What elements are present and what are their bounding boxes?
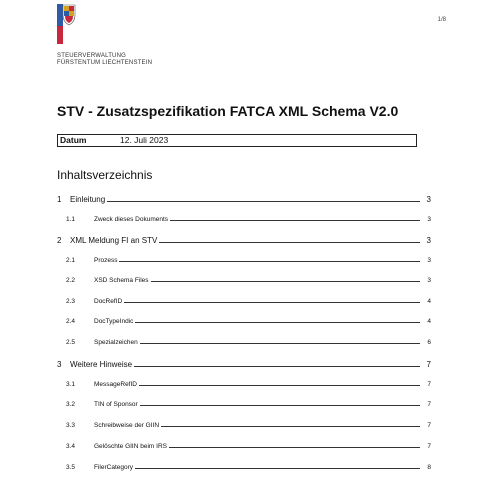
toc-entry-page: 3 xyxy=(426,195,431,204)
toc-leader-line xyxy=(135,467,420,469)
toc-entry-number: 2.2 xyxy=(66,277,76,284)
toc-entry-title: FilerCategory xyxy=(94,464,134,471)
agency-line-2: FÜRSTENTUM LIECHTENSTEIN xyxy=(57,60,153,66)
toc-entry[interactable] xyxy=(57,360,431,369)
toc-entry-number: 2.4 xyxy=(66,318,76,325)
toc-leader-line xyxy=(161,425,420,427)
page-indicator: 1/8 xyxy=(437,17,446,23)
toc-entry-title: Gelöschte GIIN beim IRS xyxy=(94,443,167,450)
toc-entry-title: Spezialzeichen xyxy=(94,339,138,346)
toc-entry-page: 3 xyxy=(427,277,431,284)
toc-entry-number: 2.5 xyxy=(66,339,76,346)
toc-leader-line xyxy=(134,365,420,367)
toc-entry[interactable] xyxy=(57,422,431,429)
toc-entry-page: 4 xyxy=(427,298,431,305)
crest-icon xyxy=(62,4,76,26)
toc-entry-number: 2.1 xyxy=(66,257,76,264)
toc-entry[interactable] xyxy=(57,298,431,305)
toc-entry-title: DocTypeIndic xyxy=(94,318,134,325)
toc-entry-title: Einleitung xyxy=(70,195,106,204)
toc-entry-page: 7 xyxy=(426,360,431,369)
toc-entry-page: 3 xyxy=(426,236,431,245)
toc-entry[interactable] xyxy=(57,464,431,471)
toc-entry-title: Schreibweise der GIIN xyxy=(94,422,160,429)
toc-leader-line xyxy=(140,404,420,406)
toc-entry-number: 1 xyxy=(57,195,62,204)
toc-entry[interactable] xyxy=(57,443,431,450)
toc-entry-number: 3.2 xyxy=(66,401,76,408)
toc-leader-line xyxy=(170,219,420,221)
toc-entry-page: 7 xyxy=(427,422,431,429)
toc-entry[interactable] xyxy=(57,277,431,284)
toc-leader-line xyxy=(159,241,420,243)
toc-entry[interactable] xyxy=(57,381,431,388)
toc-entry-number: 3.5 xyxy=(66,464,76,471)
toc-entry-title: Weitere Hinweise xyxy=(70,360,133,369)
toc-entry-page: 3 xyxy=(427,216,431,223)
toc-entry-number: 1.1 xyxy=(66,216,76,223)
toc-entry-page: 8 xyxy=(427,464,431,471)
date-box xyxy=(57,134,417,147)
toc-entry-title: XML Meldung FI an STV xyxy=(70,236,158,245)
document-title: STV - Zusatzspezifikation FATCA XML Schema V2.0 xyxy=(57,103,399,119)
toc-leader-line xyxy=(151,280,420,282)
toc-entry-page: 7 xyxy=(427,443,431,450)
toc-entry-title: XSD Schema Files xyxy=(94,277,149,284)
toc-entry-number: 3.1 xyxy=(66,381,76,388)
toc-leader-line xyxy=(119,260,420,262)
toc-entry[interactable] xyxy=(57,257,431,264)
toc-entry-title: Zweck dieses Dokuments xyxy=(94,216,169,223)
toc-leader-line xyxy=(140,342,420,344)
toc-entry-title: TIN of Sponsor xyxy=(94,401,138,408)
date-value: 12. Juli 2023 xyxy=(120,135,169,145)
toc-leader-line xyxy=(107,200,420,202)
toc-leader-line xyxy=(135,321,420,323)
toc-entry-page: 4 xyxy=(427,318,431,325)
toc-heading: Inhaltsverzeichnis xyxy=(57,168,153,182)
agency-line-1: STEUERVERWALTUNG xyxy=(57,53,126,59)
toc-entry-page: 6 xyxy=(427,339,431,346)
toc-entry[interactable] xyxy=(57,236,431,245)
toc-entry[interactable] xyxy=(57,401,431,408)
toc-entry[interactable] xyxy=(57,195,431,204)
toc-entry-number: 2 xyxy=(57,236,62,245)
toc-entry[interactable] xyxy=(57,318,431,325)
toc-entry-title: DocRefID xyxy=(94,298,123,305)
toc-entry-page: 7 xyxy=(427,401,431,408)
toc-entry-page: 3 xyxy=(427,257,431,264)
toc-entry-title: MessageRefID xyxy=(94,381,137,388)
toc-entry-number: 3.3 xyxy=(66,422,76,429)
toc-entry-title: Prozess xyxy=(94,257,118,264)
toc-entry-page: 7 xyxy=(427,381,431,388)
agency-name xyxy=(57,53,152,67)
toc-entry[interactable] xyxy=(57,339,431,346)
toc-entry[interactable] xyxy=(57,216,431,223)
date-label: Datum xyxy=(60,135,87,145)
liechtenstein-crest-logo xyxy=(57,4,73,44)
toc-entry-number: 2.3 xyxy=(66,298,76,305)
toc-leader-line xyxy=(124,301,420,303)
toc-leader-line xyxy=(139,384,420,386)
toc-leader-line xyxy=(169,446,420,448)
toc-entry-number: 3 xyxy=(57,360,62,369)
toc-entry-number: 3.4 xyxy=(66,443,76,450)
